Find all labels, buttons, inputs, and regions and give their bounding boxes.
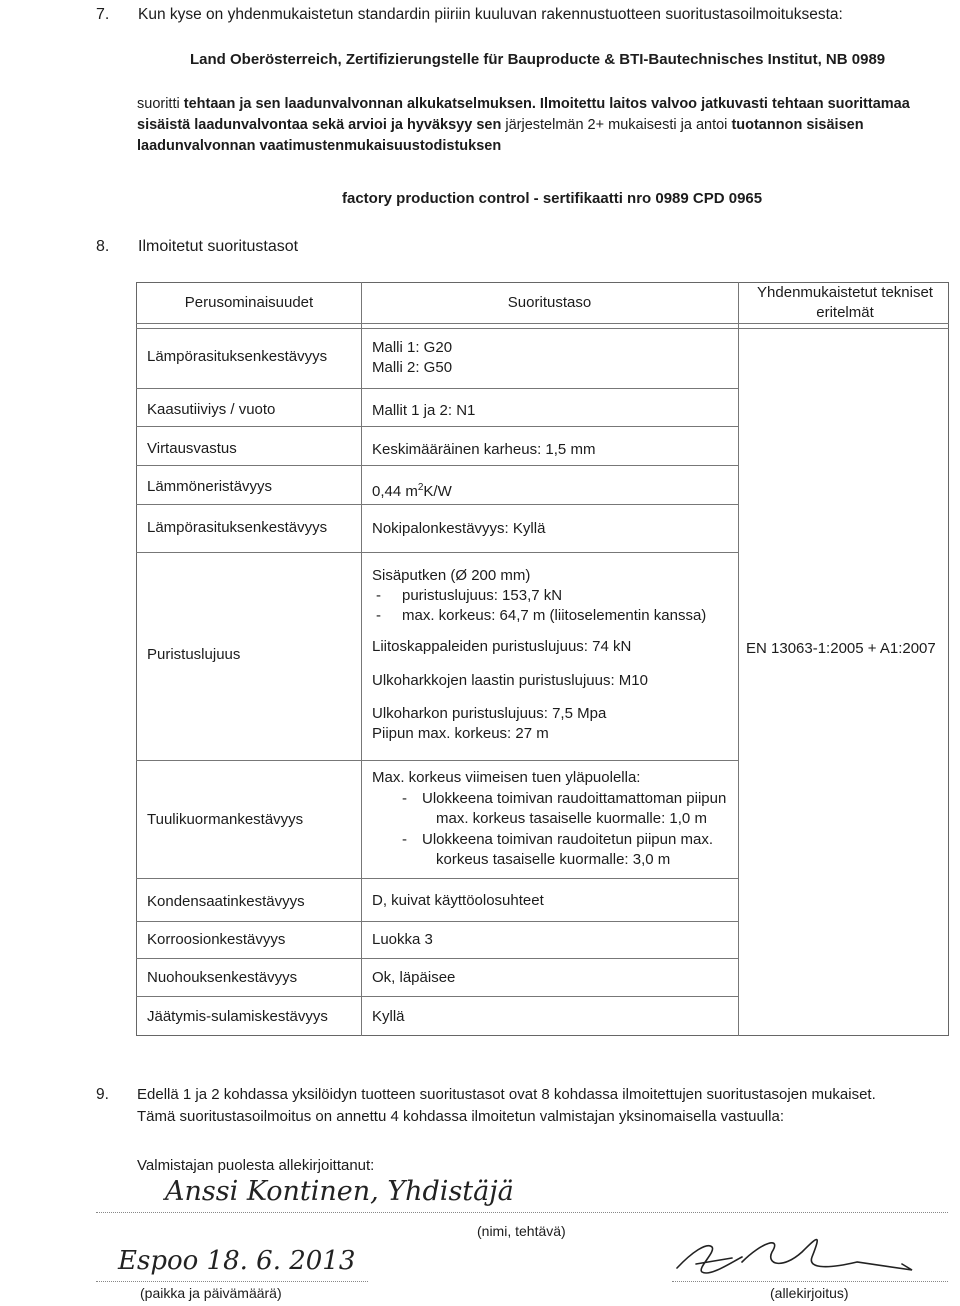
signature-dotted-line — [672, 1281, 948, 1282]
s7-text-3: järjestelmän 2+ mukaisesti ja antoi — [501, 117, 732, 134]
row-property: Kondensaatinkestävyys — [147, 893, 305, 910]
value-line: Ulkoharkkojen laastin puristuslujuus: M10 — [372, 672, 648, 689]
row-value: Nokipalonkestävyys: Kyllä — [372, 520, 546, 537]
value-line: Ulkoharkon puristuslujuus: 7,5 Mpa — [372, 705, 607, 722]
section-7-body — [137, 94, 927, 157]
row-property: Lämpörasituksenkestävyys — [147, 348, 328, 365]
section-9-line-1: Edellä 1 ja 2 kohdassa yksilöidyn tuotteen suoritustasot ovat 8 kohdassa ilmoitettujen suoritustasojen mukaiset. — [137, 1086, 876, 1103]
value-superscript: 2 — [417, 482, 424, 493]
value-line: - Ulokkeena toimivan raudoitetun piipun max. — [402, 830, 713, 848]
handwritten-name: Anssi Kontinen, Yhdistäjä — [165, 1176, 514, 1207]
row-value — [372, 768, 726, 871]
row-value — [372, 338, 452, 378]
table-divider — [738, 282, 739, 1036]
signature-caption: (allekirjoitus) — [770, 1285, 849, 1301]
table-divider — [361, 388, 738, 389]
standard-reference: EN 13063-1:2005 + A1:2007 — [746, 640, 936, 657]
table-divider — [136, 328, 949, 329]
value-line: - Ulokkeena toimivan raudoittamattoman piipun — [402, 789, 727, 807]
row-property: Jäätymis-sulamiskestävyys — [147, 1008, 328, 1025]
section-7-intro: Kun kyse on yhdenmukaistetun standardin piiriin kuuluvan rakennustuotteen suoritustasoilmoituksesta: — [138, 6, 843, 23]
table-divider — [136, 958, 738, 959]
value-text: K/W — [423, 483, 452, 500]
value-line: Max. korkeus viimeisen tuen yläpuolella: — [372, 769, 641, 786]
row-value — [372, 704, 606, 744]
notified-body: Land Oberösterreich, Zertifizierungstelle für Bauproducte & BTI-Bautechnisches Institut, NB 0989 — [190, 51, 886, 68]
table-divider — [136, 388, 362, 389]
table-divider — [136, 921, 738, 922]
header-properties: Perusominaisuudet — [184, 294, 314, 311]
value-line: Piipun max. korkeus: 27 m — [372, 725, 549, 742]
handwritten-place-date: Espoo 18. 6. 2013 — [118, 1246, 356, 1276]
s7-text-2: tehtaan ja sen laadunvalvonnan alkukatselmuksen. Ilmoitettu laitos valvoo jatkuvasti tehtaan suorittamaa sisäistä laadunvalvontaa sekä arvioi ja hyväksyy sen — [137, 96, 910, 134]
section-7-number: 7. — [96, 6, 110, 23]
value-line: - max. korkeus: 64,7 m (liitoselementin kanssa) — [372, 606, 706, 626]
name-dotted-line — [96, 1212, 948, 1213]
row-value: Luokka 3 — [372, 931, 433, 948]
row-property: Korroosionkestävyys — [147, 931, 286, 948]
section-9-number: 9. — [96, 1086, 109, 1103]
row-property: Lämpörasituksenkestävyys — [147, 519, 328, 536]
certificate-line: factory production control - sertifikaatti nro 0989 CPD 0965 — [342, 190, 763, 207]
table-divider — [136, 996, 738, 997]
table-divider — [136, 323, 949, 324]
place-dotted-line — [96, 1281, 368, 1282]
table-divider — [136, 760, 738, 761]
table-divider — [361, 282, 362, 1036]
value-line: Malli 2: G50 — [372, 359, 453, 376]
value-line: korkeus tasaiselle kuormalle: 3,0 m — [436, 851, 671, 868]
row-value: Mallit 1 ja 2: N1 — [372, 402, 476, 419]
table-divider — [136, 465, 738, 466]
table-divider — [136, 504, 738, 505]
row-value: D, kuivat käyttöolosuhteet — [372, 892, 544, 909]
table-divider — [136, 552, 738, 553]
value-text: 0,44 m — [372, 483, 418, 500]
row-property: Puristuslujuus — [147, 646, 241, 663]
row-value — [372, 478, 452, 502]
place-caption: (paikka ja päivämäärä) — [140, 1285, 282, 1301]
signature-scribble — [672, 1222, 932, 1286]
section-9-line-2: Tämä suoritustasoilmoitus on annettu 4 kohdassa ilmoitetun valmistajan yksinomaisella vastuulla: — [137, 1108, 784, 1125]
row-value: Ok, läpäisee — [372, 969, 456, 986]
signed-for-label: Valmistajan puolesta allekirjoittanut: — [137, 1157, 375, 1174]
row-property: Tuulikuormankestävyys — [147, 811, 304, 828]
name-caption: (nimi, tehtävä) — [477, 1223, 566, 1239]
table-divider — [136, 426, 738, 427]
section-8-title: Ilmoitetut suoritustasot — [138, 238, 299, 255]
performance-table — [136, 282, 949, 1036]
table-divider — [136, 878, 738, 879]
row-property: Nuohouksenkestävyys — [147, 969, 298, 986]
section-8-number: 8. — [96, 238, 110, 255]
value-line: Liitoskappaleiden puristuslujuus: 74 kN — [372, 638, 632, 655]
row-value: Kyllä — [372, 1008, 405, 1025]
header-standard: Yhdenmukaistetut tekniset eritelmät — [757, 284, 933, 321]
value-line: - puristuslujuus: 153,7 kN — [372, 586, 706, 606]
row-value — [372, 566, 706, 626]
row-property: Lämmöneristävyys — [147, 478, 273, 495]
row-property: Kaasutiiviys / vuoto — [147, 401, 276, 418]
s7-text-4: tuotannon sisäisen laadunvalvonnan vaatimustenmukaisuustodistuksen — [137, 117, 864, 155]
header-performance: Suoritustaso — [507, 294, 592, 311]
row-value: Keskimääräinen karheus: 1,5 mm — [372, 441, 596, 458]
value-line: Malli 1: G20 — [372, 339, 453, 356]
row-property: Virtausvastus — [147, 440, 237, 457]
s7-text-1: suoritti — [137, 96, 184, 112]
value-line: max. korkeus tasaiselle kuormalle: 1,0 m — [436, 810, 707, 827]
value-line: Sisäputken (Ø 200 mm) — [372, 567, 531, 584]
